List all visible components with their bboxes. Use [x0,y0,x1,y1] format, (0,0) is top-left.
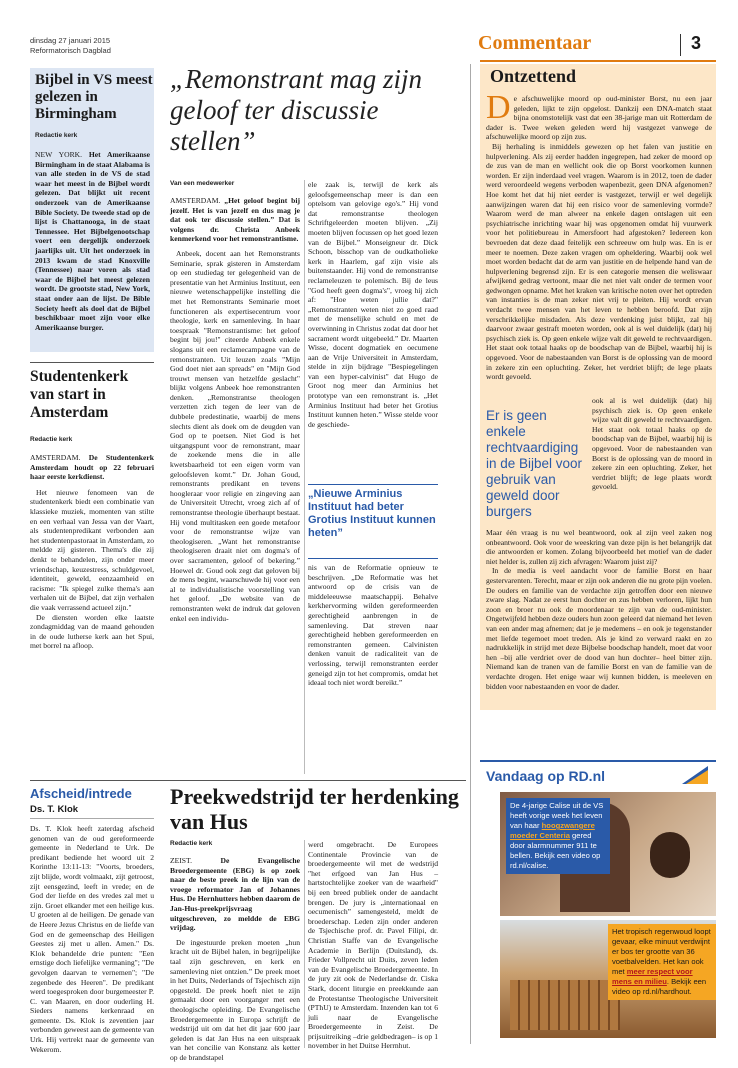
preek-col1 [170,856,300,1062]
rdnl-title: Vandaag op RD.nl [486,768,606,784]
rdnl-caption2 [608,924,716,1000]
commentaar-body-top [486,89,712,394]
birmingham-dateline: NEW YORK. [35,150,83,159]
commentaar-pullquote: Er is geen enkele rechtvaardiging in de Bijbel voor gebruik van geweld door burgers [486,408,583,519]
birmingham-byline: Redactie kerk [35,132,78,139]
pullquote-rule [308,558,438,559]
commentaar-title: Ontzettend [490,66,576,86]
column-rule [304,180,305,774]
preek-dateline: ZEIST. [170,856,193,865]
preek-lead: De Evangelische Broedergemeente (EBG) is op zoek naar de beste preek in de lijn van de vroege reformator Jan of Johannes Hus. De Hernhutters hebben daarom de Jan-Hus-preekprijsvraag uitgeschreven, zo meldde de EBG vrijdag. [170,856,300,933]
remonstrant-col2 [308,180,438,480]
caption2-text: Het tropisch regenwoud loopt gevaar, elke minuut verdwijnt er bos ter grootte van 36 voetbalvelden. Het kan ook met [612,927,711,976]
pullquote-rule [308,484,438,485]
birmingham-title: Bijbel in VS meest gelezen in Birmingham [35,72,153,122]
commentaar-p2: Bij herhaling is inmiddels gewezen op het falen van justitie en hulpverlening. Als zij eerder hadden ingegrepen, had zeker de moord op de zus van de man en wellicht ook die op Borst voorkomen kunnen worden. Er zijn inderdaad veel vragen. Waarom is in 2012, toen de dader werd veroordeeld wegens verboden wapenbezit, geen DNA afgenomen? Hoe komt het dat hij niet eerder is vastgezet, terwijl er wel degelijk aanwijzingen waren dat hij een risico voor de samenleving vormde? Waarom werd de man alweer na enkele dagen ontslagen uit een psychiatrische inrichting waar hij was opgenomen omdat hij vuurwerk voor het politiebureau in Amersfoort had afgestoken? Iedereen kon bevroeden dat deze daad feitelijk een schreeuw om hulp was. En is er meer te noemen. Deze zaken vragen om opheldering. Waarbij ook wel moet worden bedacht dat de arm van justitie en de helpende hand van de hulpverlening begrensd zijn. Er is een categorie mensen die weliswaar afwijkend gedrag vertoont, maar die net niet valt onder de termen voor gedwongen opname. Met het kraken van kritische noten over het optreden van instanties is de man zeker niet vrij te pleiten. Hij wordt ervan verdacht twee mensen van het leven te hebben beroofd. Dat zijn verschrikkelijke misdaden. Als deze verdenking juist blijkt, zal hij daarvoor zwaar gestraft moeten worden, ook al is wel duidelijk (dat) hij psychisch ziek is. Op geen enkele wijze valt dit geweld te rechtvaardigen. Het staat ook totaal haaks op de boodschap van de Bijbel, waarbij hij is opgevoed. Voor de nabestaanden van Borst is de oplossing van de moord in zekere zin een opluchting. Zeker, het verdriet blijft; de lege plaats wordt gevoeld. [486,141,712,382]
divider [30,818,154,819]
studentenkerk-dateline: AMSTERDAM. [30,453,81,462]
commentaar-body-bottom [486,528,712,708]
page-number: 3 [691,33,702,53]
preek-col2 [308,840,438,1051]
remonstrant-col2b-text: nis van de Reformatie opnieuw te beschrijven. „De Reformatie was het antwoord op de crisis van de middeleeuwse maatschappij. Behalve kerkhervorming wilden gereformeerden gerechtigheid aanbrengen in de samenleving. Dat streven naar gerechtigheid hebben gereformeerden en remonstranten gemeen. Calvinisten denken vanuit de radicaliteit van de verlossing, terwijl remonstranten eerder geneigd zijn tot het compromis, omdat het ideaal toch niet wordt bereikt.” [308,563,438,688]
commentaar-body-side: ook al is wel duidelijk (dat) hij psychisch ziek is. Op geen enkele wijze valt dit geweld te rechtvaardigen. Het staat ook totaal haaks op de boodschap van de Bijbel, waarbij hij is opgevoed. Voor de nabestaanden van Borst is de oplossing van de moord in zekere zin een opluchting. Zeker, het verdriet blijft; de lege plaats wordt gevoeld. [592,396,712,492]
preek-byline: Redactie kerk [170,840,213,847]
studentenkerk-title: Studentenkerk van start in Amsterdam [30,368,129,421]
photo-child-figure [650,832,690,878]
column-rule [304,840,305,1048]
birmingham-body [35,150,150,350]
caption2-link[interactable]: meer respect voor mens en milieu [612,967,693,986]
caption1-text: De 4-jarige Calise uit de VS heeft vorige week het leven van haar [510,801,604,830]
remonstrant-byline: Van een medewerker [170,180,235,187]
remonstrant-col1-text: Anbeek, docent aan het Remonstrants Seminarie, sprak gisteren in Amsterdam op een studiedag ter gelegenheid van de presentatie van het Arminius Instituut, een nieuwe wetenschappelijke instelling die met het Remonstrants Seminarie moet functioneren als expertisecentrum voor theologie, kerk en samenleving. In haar toespraak "Remonstrantisme: het geloof begint bij jou!" citeerde Anbeek enkele slogans uit een reclamecampagne van de remonstranten. Uit leuzen zoals "Mijn God doet niet aan spreads" en "Mijn God trouwt mensen van hetzelfde geslacht" blijkt volgens Anbeek hoe remonstranten denken. „Remonstrantse theologen verzetten zich tegen de leer van de dubbele predestinatie, waarbij de mens slechts dient als doek om de deugden van God op te poetsen. Niet God is het uitgangspunt voor de remonstrant, maar de zoekende mens die in alle kwetsbaarheid tot een eigen vorm van geloofsleven komt.” Dr. Johan Goud, remonstrants predikant en tevens hoogleraar voor religie en zingeving aan de Universiteit Utrecht, vroeg zich af of remonstrantse theologie überhaupt bestaat. Hij vond multitasken een goede metafoor voor de remonstrantse wijze van theologiseren. „Want het remonstrantse theologiseren draait niet om dogma's of over sacramenten, geloof of bekering.” Hoewel dr. Goud ook zegt dat geloven bij de mens begint, waarschuwde hij voor een al te individualistische voorstelling van het geloof. „De website van de remonstranten wekt de indruk dat geloven enkel een individu- [170,248,300,623]
commentaar-p3: Maar één vraag is nu wel beantwoord, ook al zijn veel zaken nog onbeantwoord. Ook voor de weeskring van deze pijn is het belangrijk dat die antwoorden er komen. Zolang bijvoorbeeld het motief van de dader niet helder is, zullen zij zich afvragen: Waarom juist zij? [486,528,712,566]
studentenkerk-body [30,453,154,775]
rd-logo-icon [678,762,712,786]
afscheid-body [30,824,154,1054]
section-title: Commentaar [478,32,592,54]
commentaar-rule [480,60,716,62]
divider [30,362,154,363]
studentenkerk-byline: Redactie kerk [30,436,73,443]
preek-col2-text: werd omgebracht. De Europees Continentale Provincie van de broedergemeente wil met de wedstrijd "het erfgoed van Jan Hus – hartstochtelijke zoeker van de waarheid" bij een breed publiek onder de aandacht brengen. De jury is „internationaal en oecumenisch” samengesteld, meldt de broederschap. Leden zijn onder anderen de Tsjechische prof. dr. Pavel Filipi, dr. Christian Staffe van de Evangelische Academie in Berlijn (Duitsland), ds. Frieder Vollprecht uit Duits, zeven leden van de Evangelische Broedergemeente. In de jury zit ook de Nederlandse dr. Ciska Stark, docent liturgie en preekkunde aan de Protestantse Theologische Universiteit (PThU) te Amsterdam. Inzenden kan tot 6 juli naar de Evangelische Broedergemeente in Zeist. De prijsuitreiking –drie geldbedragen– is op 1 november in het Duitse Herrnhut. [308,840,438,1051]
studentenkerk-p2: De diensten worden elke laatste zondagmiddag van de maand gehouden in de oude lutherse kerk aan het Spui, met borrel na afloop. [30,612,154,651]
remonstrant-col2b [308,563,438,775]
afscheid-name: Ds. T. Klok [30,804,79,815]
birmingham-text: Het Amerikaanse Birmingham in de staat Alabama is van alle steden in de VS de stad waar het meest in de Bijbel wordt gelezen. Dat blijkt uit recent onderzoek van de Amerikaanse Bible Society. De tweede stad op de lijst is Chattanooga, in de staat Tennessee. Het Bijbelgenootschap voert een dergelijk onderzoek jaarlijks uit. Uit het onderzoek in 2013 kwam de stad Knoxville (Tennessee) naar voren als stad waar de Bijbel het meest gelezen wordt. De grootste stad, New York, staat onder aan de lijst. De Bible Society heeft als doel dat de Bijbel beschikbaar moet zijn voor elke Amerikaanse burger. [35,150,151,332]
studentenkerk-p1: Het nieuwe fenomeen van de studentenkerk biedt een combinatie van klassieke muziek, momenten van stilte en een verhaal van Jessa van der Vaart, als studentenpredikant verbonden aan het studentenpastoraat in Amsterdam, zo meldde zij gisteren. Thema's die zij denkt te behandelen, zijn onder meer vriendschap, keuzestress, schuldgevoel, identiteit, geweld, eenzaamheid en racisme: "Ik spiegel zulke thema's aan verhalen uit de Bijbel, dat zijn verhalen die vaak verrassend actueel zijn." [30,487,154,612]
commentaar-p1: e afschuwelijke moord op oud-minister Borst, nu een jaar geleden, lijkt te zijn opgelost. Dankzij een DNA-match staat bijna onomstotelijk vast dat een 38-jarige man uit Rotterdam de dader is. Twee weken geleden werd hij vastgezet vanwege de afschuwelijke moord op zijn zus. [486,94,712,142]
caption1-text-end: gered door alarmnummer 911 te bellen. Bekijk een video op rd.nl/calise. [510,831,601,870]
remonstrant-col1 [170,196,300,774]
commentaar-p4: In de media is veel aandacht voor de familie Borst en haar gestervarenten. Terecht, maar er zijn ook anderen die nu grote pijn voelen. De ouders en familie van de verdachte zijn getroffen door een nieuwe zware slag. Nadat ze eerst hun dochter en zus hebben verloren, lijkt hun zoon en broer nu ook de moordenaar te zijn van de oud-minister. Ongetwijfeld hebben deze ouders hun zoon geleerd dat niemand het leven van een ander mag afnemen; dat je je medemens – en ook je tegenstander met liefde tegemoet moet treden. Als je kind zo verward raakt en zo nadrukkelijk in strijd met deze Bijbelse boodschap handelt, moet dat voor hen –bij alle verdriet over de dood van hun dochter– heel bitter zijn. Niemand kan de tranen van de familie Borst en van de familie van de verdachte drogen. Het enige waar wij kunnen bidden, is meeleven en bidden voor nabestaanden en voor de dader. [486,566,712,691]
remonstrant-col2-text: ele zaak is, terwijl de kerk als geloofsgemeenschap meer is dan een optelsom van gelovige ego's.” Hij vond dat remonstrantse theologen Schriftgeleerden moeten blijven. „Zij moeten blijven focussen op het goed lezen van de Bijbel.” Monseigneur dr. Dick Schoon, bisschop van de oudkatholieke kerk in Haarlem, gaf zijn visie als buitenstaander. Hij vond de remonstrantse reclameleuzen te polemisch. Bij de leus "God heeft geen dogma's", vroeg hij zich af: "Hoe weten jullie dat?" „Remonstranten weten niet zo goed raad met de menselijke schuld en met de overwinning in Christus zodat dat door het sacrament wordt uitgebeeld.” Dr. Maarten Wisse, docent dogmatiek en oecumene aan de Vrije Universiteit in Amsterdam, stelde in zijn bijdrage "Bespiegelingen van een hyper-calvinist" dat Hugo de Groot nog meer dan Arminius het prototype van een remonstrant is. „Het Arminius Instituut had beter het Grotius Instituut kunnen heten.” Wisse stelde voor de geschiede- [308,180,438,429]
remonstrant-headline: „Remonstrant mag zijn geloof ter discussie stellen” [170,64,423,156]
remonstrant-lead: „Het geloof begint bij jezelf. Het is van jezelf en dus mag je dat ook ter discussie stellen.” Dat is volgens dr. Christa Anbeek kenmerkend voor het remonstrantisme. [170,196,301,244]
afscheid-label: Afscheid/intrede [30,786,132,801]
dropcap: D [486,89,511,126]
preek-col1-text: De ingestuurde preken moeten „hun kracht uit de Bijbel halen, in begrijpelijke taal zijn geschreven, en kerk en samenleving niet ontzien.” De preek moet in het Duits, Nederlands of Tsjechisch zijn opgesteld. De preek hoeft niet te zijn gemaakt door een voorganger met een theologische opleiding. De Evangelische Broedergemeente in Europa schrijft de wedstrijd uit om dat het dit jaar 600 jaar geleden is dat Jan Hus na een uitspraak van het concilie van Konstanz als ketter op de brandstapel [170,937,300,1062]
afscheid-text: Ds. T. Klok heeft zaterdag afscheid genomen van de oud gereformeerde gemeente in Nederland te Urk. De predikant bediende het woord uit 2 Korinthe 13:11-13: "Voorts, broeders, zijt blijde, wordt volmaakt, zijt getroost, zijt eensgezind, leeft in vrede; en de God der liefde en des vredes zal met u zijn. Groet elkander met een heilige kus. U groeten al de heiligen. De genade van de Heere Jezus Christus en de liefde van God en de gemeenschap des Heiligen Geestes zij met u allen. Amen." Ds. Klok behandelde drie punten: "Een ernstige doch liefelijke vermaning"; "De gevolgen daarvan te vernemen"; "De zegenbede des Heeren". De predikant werd toegesproken door burgemeester P. C. van Maaren, en door ouderling H. Sieders namens kerkenraad en gemeente. Ds. Klok is zeventien jaar verbonden geweest aan de gemeente van Urk. Hij vertrekt naar de gemeente van Wekerom. [30,824,154,1054]
caption2-text-end: . Bekijk een video op rd.nl/hardhout. [612,977,707,996]
section-separator [470,64,471,1044]
remonstrant-dateline: AMSTERDAM. [170,196,221,205]
masthead-divider [680,34,681,56]
divider [30,780,466,781]
photo-logs [510,980,620,1030]
caption1-link[interactable]: hoogzwangere moeder Centeria [510,821,595,840]
preek-title: Preekwedstrijd ter herdenking van Hus [170,784,459,834]
remonstrant-pullquote: „Nieuwe Arminius Instituut had beter Grotius Instituut kunnen heten” [308,488,436,539]
paper-name: Reformatorisch Dagblad [30,46,111,55]
issue-date: dinsdag 27 januari 2015 [30,36,111,45]
studentenkerk-lead: De Studentenkerk Amsterdam houdt op 22 februari haar eerste kerkdienst. [30,453,154,482]
rdnl-caption1 [506,798,610,874]
